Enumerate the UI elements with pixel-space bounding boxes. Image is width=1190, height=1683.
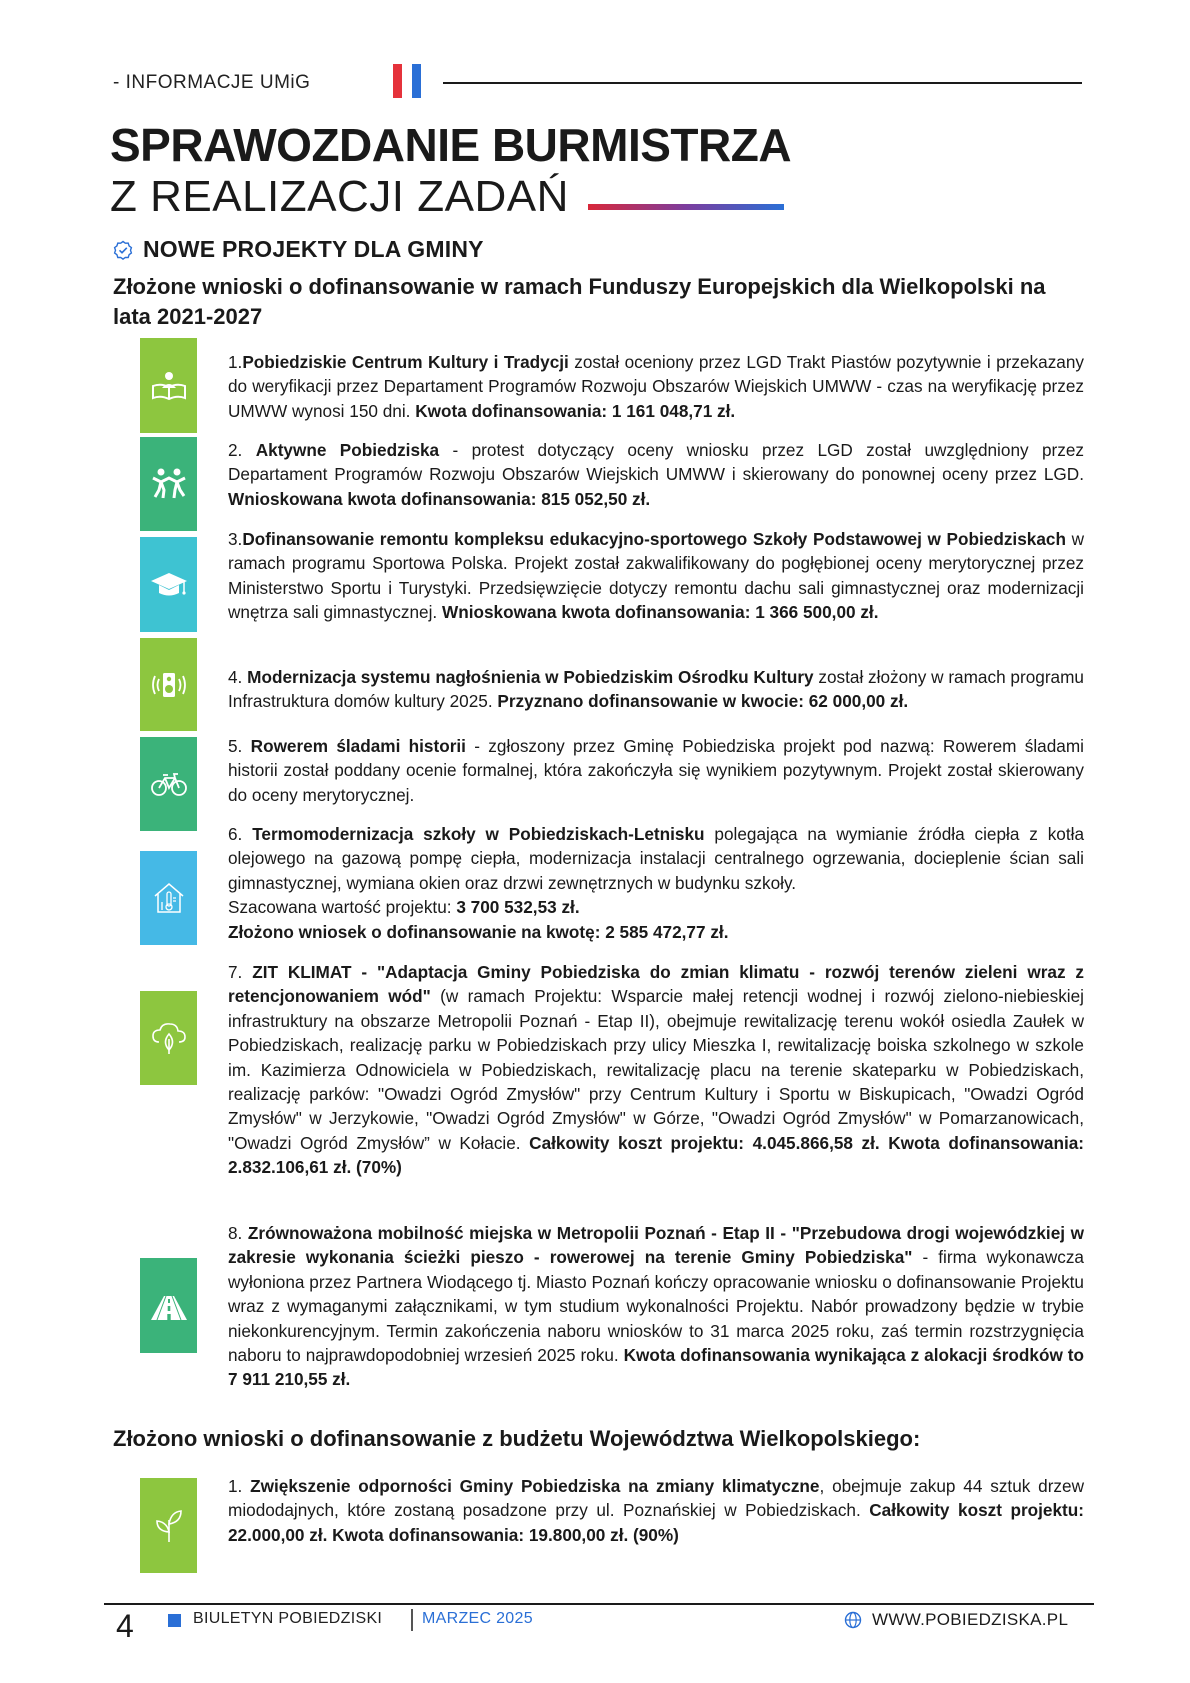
tile-item-2 (140, 437, 197, 531)
project-item-3: 3.Dofinansowanie remontu kompleksu edukacyjno-sportowego Szkoły Podstawowej w Pobiedziskach w ramach programu Sportowa Polska. Projekt został zakwalifikowany do pogłębionej oceny merytorycznej przez Ministerstwo Sportu i Turystyki. Przedsięwzięcie dotyczy remontu dachu sali gimnastycznej oraz modernizacji wnętrza sali gimnastycznej. Wnioskowana kwota dofinansowania: 1 366 500,00 zł. (228, 529, 1084, 623)
project-item-4: 4. Modernizacja systemu nagłośnienia w Pobiedziskim Ośrodku Kultury został złożony w ramach programu Infrastruktura domów kultury 2025. Przyznano dofinansowanie w kwocie: 62 000,00 zł. (228, 667, 1084, 712)
regional-project-item-1: 1. Zwiększenie odporności Gminy Pobiedziska na zmiany klimatyczne, obejmuje zakup 44 sztuk drzew miododajnych, które zostaną posadzone przy ul. Poznańskiej w Pobiedziskach. Całkowity koszt projektu: 22.000,00 zł. Kwota dofinansowania: 19.800,00 zł. (90%) (228, 1476, 1084, 1545)
project-title: Modernizacja systemu nagłośnienia w Pobiedziskim Ośrodku Kultury (247, 667, 814, 687)
title-accent-line (588, 204, 784, 210)
section-label: - INFORMACJE UMiG (113, 72, 311, 93)
tile-item-8 (140, 1258, 197, 1353)
project-title: Rowerem śladami historii (250, 736, 466, 756)
project-item-7: 7. ZIT KLIMAT - "Adaptacja Gminy Pobiedziska do zmian klimatu - rozwój terenów zieleni wraz z retencjonowaniem wód" (w ramach Projektu: Wsparcie małej retencji wodnej i rozwój zielono-niebieskiej infrastruktury na obszarze Metropolii Poznań - Etap II), obejmuje rewitalizację terenu wokół osiedla Zaułek w Pobiedziskach, realizację parku w Pobiedziskach przy ulicy Mieszka I, rewitalizację boiska szkolnego w szkole im. Kazimierza Odnowiciela w Pobiedziskach, rewitalizację placu na terenie skateparku w Pobiedziskach, realizację parków: "Owadzi Ogród Zmysłów" przy Centrum Kultury i Sportu w Biskupicach, "Owadzi Ogród Zmysłów" w Jerzykowie, "Owadzi Ogród Zmysłów" w Górze, "Owadzi Ogród Zmysłów" w Pomarzanowicach, "Owadzi Ogród Zmysłów” w Kołacie. Całkowity koszt projektu: 4.045.866,58 zł. Kwota dofinansowania: 2.832.106,61 zł. (70%) (228, 962, 1085, 1178)
project-item-1: 1.Pobiedziskie Centrum Kultury i Tradycji został oceniony przez LGD Trakt Piastów pozytywnie i przekazany do weryfikacji przez Departament Programów Rozwoju Obszarów Wiejskich UMWW - czas na weryfikację przez UMWW wynosi 150 dni. Kwota dofinansowania: 1 161 048,71 zł. (228, 352, 1084, 421)
project-item-6: 6. Termomodernizacja szkoły w Pobiedziskach-Letnisku polegająca na wymianie źródła ciepła z kotła olejowego na gazową pompę ciepła, modernizacja instalacji centralnego ogrzewania, docieplenie ścian sali gimnastycznej, wymiana okien oraz drzwi zewnętrznych w budynku szkoły. Szacowana wartość projektu: 3 700 532,53 zł. Złożono wniosek o dofinansowanie na kwotę: 2 585 472,77 zł. (228, 824, 1084, 942)
project-amount: Kwota dofinansowania wynikająca z alokacji środków to 7 911 210,55 zł. (228, 1345, 1084, 1390)
cloud-leaf-icon (149, 1018, 189, 1058)
project-title: Termomodernizacja szkoły w Pobiedziskach-Letnisku (252, 824, 705, 844)
globe-icon (844, 1611, 862, 1629)
publication-name: BIULETYN POBIEDZISKI (193, 1610, 383, 1627)
project-item-5: 5. Rowerem śladami historii - zgłoszony przez Gminę Pobiedziska projekt pod nazwą: Rowerem śladami historii został poddany ocenie formalnej, która zakończyła się wynikiem pozytywnym. Projekt został skierowany do oceny merytorycznej. (228, 736, 1084, 805)
flag-red-bar (393, 64, 402, 98)
sprout-icon (149, 1506, 189, 1546)
project-title: Aktywne Pobiedziska (255, 440, 440, 460)
footer-separator (411, 1609, 413, 1631)
project-title: Zrównoważona mobilność miejska w Metropolii Poznań - Etap II - "Przebudowa drogi wojewódzkiej w zakresie wykonania ścieżki pieszo - rowerowej na terenie Gminy Pobiedziska" (228, 1223, 1084, 1268)
project-title: ZIT KLIMAT - "Adaptacja Gminy Pobiedziska do zmian klimatu - rozwój terenów zieleni wraz z retencjonowaniem wód" (228, 962, 1085, 1007)
project-amount: Przyznano dofinansowanie w kwocie: 62 000,00 zł. (497, 691, 909, 712)
tile-item-3 (140, 537, 197, 632)
issue-date: MARZEC 2025 (422, 1610, 533, 1627)
tile-item-7 (140, 991, 197, 1085)
tile-item-4 (140, 638, 197, 731)
category-label: NOWE PROJEKTY DLA GMINY (143, 236, 484, 262)
graduation-cap-icon (149, 565, 189, 605)
page-number: 4 (116, 1608, 134, 1644)
project-amount: Wnioskowana kwota dofinansowania: 1 366 500,00 zł. (441, 602, 879, 623)
regional-budget-subheading: Złożono wnioski o dofinansowanie z budżetu Województwa Wielkopolskiego: (113, 1426, 921, 1451)
project-amount: Całkowity koszt projektu: 22.000,00 zł. Kwota dofinansowania: 19.800,00 zł. (90%) (228, 1500, 1084, 1545)
road-icon (149, 1286, 189, 1326)
check-badge-icon (113, 240, 133, 260)
bicycle-icon (149, 764, 189, 804)
project-amount: Całkowity koszt projektu: 4.045.866,58 zł. Kwota dofinansowania: 2.832.106,61 zł. (70%) (228, 1132, 1085, 1178)
project-amount: Złożono wniosek o dofinansowanie na kwotę: 2 585 472,77 zł. (228, 921, 729, 942)
project-amount: Kwota dofinansowania: 1 161 048,71 zł. (415, 400, 736, 421)
page-title: SPRAWOZDANIE BURMISTRZA (110, 119, 792, 171)
footer-square-marker (168, 1614, 181, 1627)
project-item-8: 8. Zrównoważona mobilność miejska w Metropolii Poznań - Etap II - "Przebudowa drogi wojewódzkiej w zakresie wykonania ścieżki pieszo - rowerowej na terenie Gminy Pobiedziska" - firma wykonawcza wyłoniona przez Partnera Wiodącego tj. Miasto Poznań kończy opracowanie wniosku o dofinansowanie Projektu wraz z wymaganymi załącznikami, w tym studium wykonalności Projektu. Nabór prowadzony będzie w trybie niekonkurencyjnym. Termin zakończenia naboru wniosków to 31 marca 2025 roku, zaś termin rozstrzygnięcia naboru to najprawdopodobniej wrzesień 2025 roku. Kwota dofinansowania wynikająca z alokacji środków to 7 911 210,55 zł. (228, 1223, 1084, 1390)
tile-item-5 (140, 737, 197, 831)
project-value: 3 700 532,53 zł. (456, 897, 580, 918)
active-people-icon (149, 464, 189, 504)
tile-item-6 (140, 851, 197, 945)
reading-book-icon (149, 366, 189, 406)
header-rule (443, 82, 1082, 84)
project-title: Pobiedziskie Centrum Kultury i Tradycji (242, 352, 569, 372)
tile-section2-item-1 (140, 1478, 197, 1573)
footer-rule (104, 1603, 1094, 1605)
project-title: Dofinansowanie remontu kompleksu edukacyjno-sportowego Szkoły Podstawowej w Pobiedziskach (242, 529, 1066, 549)
speaker-sound-icon (149, 665, 189, 705)
house-thermometer-icon (149, 878, 189, 918)
flag-blue-bar (412, 64, 421, 98)
website-link[interactable]: WWW.POBIEDZISKA.PL (872, 1610, 1069, 1629)
eu-funds-subheading: Złożone wnioski o dofinansowanie w ramach Funduszy Europejskich dla Wielkopolski na lata 2021-2027 (113, 274, 1046, 329)
category-heading (113, 236, 484, 263)
tile-item-1 (140, 338, 197, 433)
page-subtitle: Z REALIZACJI ZADAŃ (110, 172, 569, 221)
project-item-2: 2. Aktywne Pobiedziska - protest dotyczący oceny wniosku przez LGD został uwzględniony przez Departament Programów Rozwoju Obszarów Wiejskich UMWW i skierowany do ponownej oceny przez LGD. Wnioskowana kwota dofinansowania: 815 052,50 zł. (228, 440, 1084, 509)
project-title: Zwiększenie odporności Gminy Pobiedziska na zmiany klimatyczne (250, 1476, 820, 1496)
project-amount: Wnioskowana kwota dofinansowania: 815 052,50 zł. (228, 488, 651, 509)
